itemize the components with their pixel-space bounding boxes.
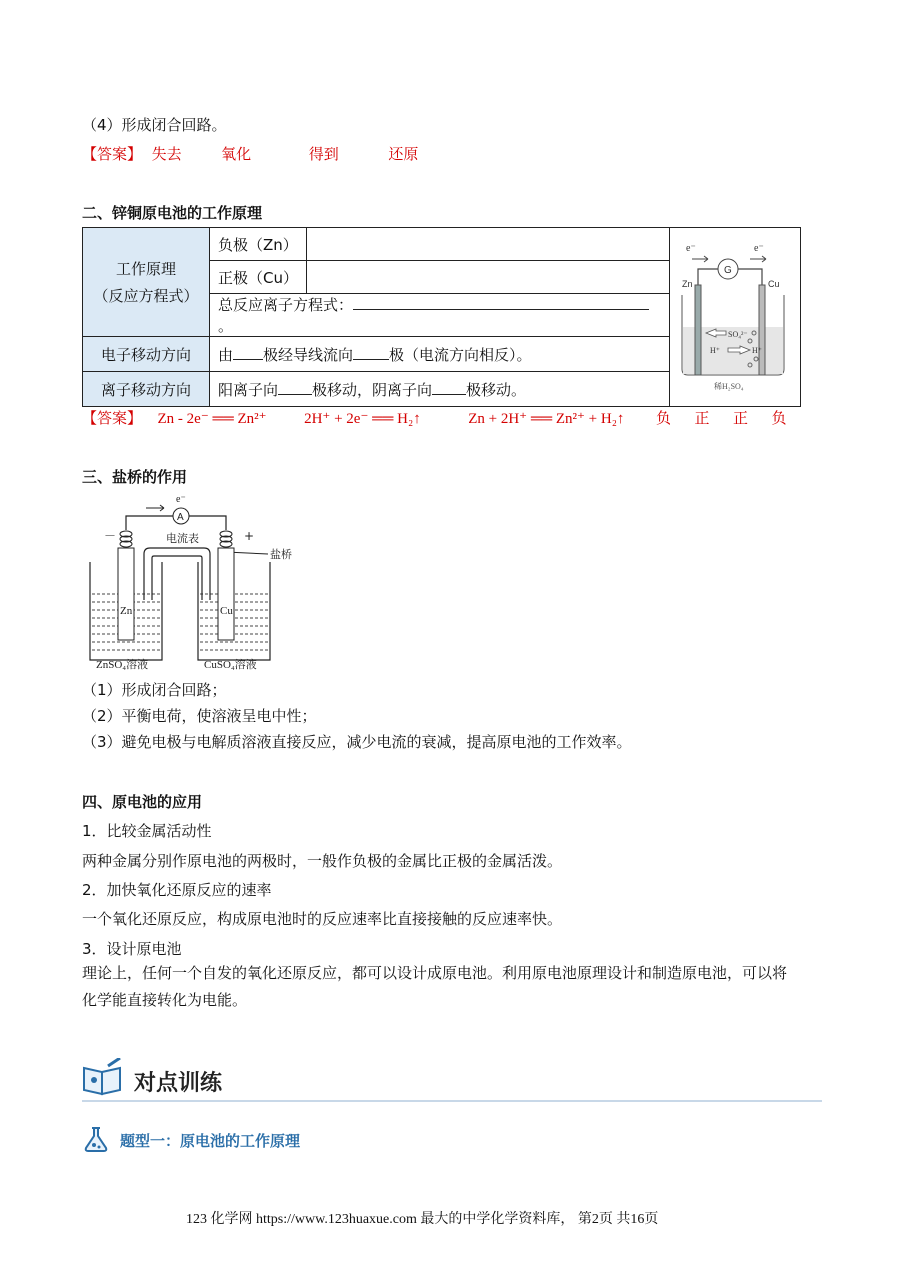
section-3-title: 三、盐桥的作用 xyxy=(82,468,188,486)
ion-blank-1 xyxy=(278,380,312,395)
solution-label: 稀H₂SO₄ xyxy=(714,382,744,391)
answer-value: 失去 xyxy=(151,145,182,163)
zn-electrode xyxy=(118,548,134,640)
cu-electrode xyxy=(759,285,765,375)
application-2-heading: 2．加快氧化还原反应的速率 xyxy=(82,881,272,899)
zn-cu-cell-diagram xyxy=(670,229,800,401)
application-2-body: 一个氧化还原反应，构成原电池时的反应速率比直接接触的反应速率快。 xyxy=(82,910,563,928)
total-end: 。 xyxy=(218,317,234,335)
zn-label: Zn xyxy=(120,605,133,617)
answer-value: 负 xyxy=(655,409,671,427)
answer-value: 2H⁺ + 2e⁻ ══ H₂↑ xyxy=(304,411,421,427)
answer-value: Zn - 2e⁻ ══ Zn²⁺ xyxy=(157,411,267,427)
total-blank xyxy=(353,295,649,310)
banner-divider xyxy=(82,1100,822,1102)
salt-bridge-diagram xyxy=(86,490,306,672)
negative-label: 负极（Zn） xyxy=(210,228,307,261)
zn-electrode xyxy=(695,285,701,375)
answer-value: 还原 xyxy=(388,145,419,163)
application-1-body: 两种金属分别作原电池的两极时，一般作负极的金属比正极的金属活泼。 xyxy=(82,852,563,870)
answer-value: 负 xyxy=(771,409,787,427)
answer-line-2 xyxy=(82,407,787,428)
principle-sublabel: （反应方程式） xyxy=(93,287,199,305)
application-3-heading: 3．设计原电池 xyxy=(82,940,182,958)
section-4-title: 四、原电池的应用 xyxy=(82,793,203,811)
principle-label: 工作原理 xyxy=(115,260,176,278)
question-type-title: 题型一：原电池的工作原理 xyxy=(120,1132,301,1150)
ion-text-a: 阳离子向 xyxy=(218,380,279,399)
electron-direction-head: 电子移动方向 xyxy=(83,337,210,372)
zn-cu-cell-figure xyxy=(670,228,801,407)
cu-electrode xyxy=(218,548,234,640)
cu-label: Cu xyxy=(768,279,780,289)
bridge-label: 盐桥 xyxy=(270,548,292,561)
page-footer: 123 化学网 https://www.123huaxue.com 最大的中学化学资料库， 第2页 共16页 xyxy=(186,1212,659,1227)
sulfate-label: SO₄²⁻ xyxy=(728,330,748,339)
positive-label: 正极（Cu） xyxy=(210,261,307,294)
item-4: （4）形成闭合回路。 xyxy=(82,116,227,134)
answer-value: 氧化 xyxy=(221,145,252,163)
right-coil xyxy=(220,531,232,547)
bridge-item-1: （1）形成闭合回路； xyxy=(82,681,227,699)
application-1-heading: 1．比较金属活动性 xyxy=(82,822,212,840)
answer-value: 得到 xyxy=(308,145,339,163)
total-equation-row xyxy=(210,294,670,337)
bridge-item-3: （3）避免电极与电解质溶液直接反应，减少电流的衰减，提高原电池的工作效率。 xyxy=(82,733,632,751)
answer-line-1 xyxy=(82,143,418,164)
electron-left-label: e⁻ xyxy=(686,243,696,254)
application-3-body-2: 化学能直接转化为电能。 xyxy=(82,991,248,1009)
galvanometer-label: G xyxy=(724,265,732,276)
electron-text-a: 由 xyxy=(218,345,234,364)
left-solution-label: ZnSO₄溶液 xyxy=(96,659,149,671)
electron-label: e⁻ xyxy=(176,494,186,505)
ion-direction-head: 离子移动方向 xyxy=(83,372,210,407)
hydrogen-ion-right-label: H⁺ xyxy=(752,346,762,355)
right-solution-label: CuSO₄溶液 xyxy=(204,659,257,671)
bridge-item-2: （2）平衡电荷，使溶液呈电中性； xyxy=(82,707,317,725)
electron-blank-1 xyxy=(233,345,263,360)
ammeter-label: A xyxy=(177,512,184,523)
answer-value: 正 xyxy=(732,409,748,427)
ion-text-c: 极移动。 xyxy=(466,380,527,399)
positive-blank xyxy=(307,261,670,294)
principle-head xyxy=(83,228,210,337)
electron-text-b: 极经导线流向 xyxy=(263,345,354,364)
book-icon xyxy=(80,1058,126,1098)
total-label: 总反应离子方程式： xyxy=(218,296,354,314)
answer-value: 正 xyxy=(694,409,710,427)
answer-label: 【答案】 xyxy=(82,409,143,427)
hydrogen-ion-left-label: H⁺ xyxy=(710,346,720,355)
left-coil xyxy=(120,531,132,547)
electron-right-label: e⁻ xyxy=(754,243,764,254)
ion-text-b: 极移动，阴离子向 xyxy=(312,380,433,399)
section-2-title: 二、锌铜原电池的工作原理 xyxy=(82,204,263,222)
answer-label: 【答案】 xyxy=(82,145,143,163)
plus-label: + xyxy=(244,529,255,543)
training-banner-title: 对点训练 xyxy=(134,1071,223,1096)
ion-direction-row xyxy=(210,372,670,407)
electron-blank-2 xyxy=(353,345,389,360)
electron-direction-row xyxy=(210,337,670,372)
minus-label: － xyxy=(104,529,117,543)
cu-label: Cu xyxy=(220,605,233,617)
application-3-body-1: 理论上，任何一个自发的氧化还原反应，都可以设计成原电池。利用原电池原理设计和制造原电池，可以将 xyxy=(82,964,788,982)
flask-icon xyxy=(82,1125,110,1153)
answer-value: Zn + 2H⁺ ══ Zn²⁺ + H₂↑ xyxy=(468,411,625,427)
electron-text-c: 极（电流方向相反）。 xyxy=(389,345,532,364)
negative-blank xyxy=(307,228,670,261)
ion-blank-2 xyxy=(432,380,466,395)
principle-table xyxy=(82,227,801,407)
zn-label: Zn xyxy=(682,279,693,289)
meter-label: 电流表 xyxy=(166,532,199,545)
